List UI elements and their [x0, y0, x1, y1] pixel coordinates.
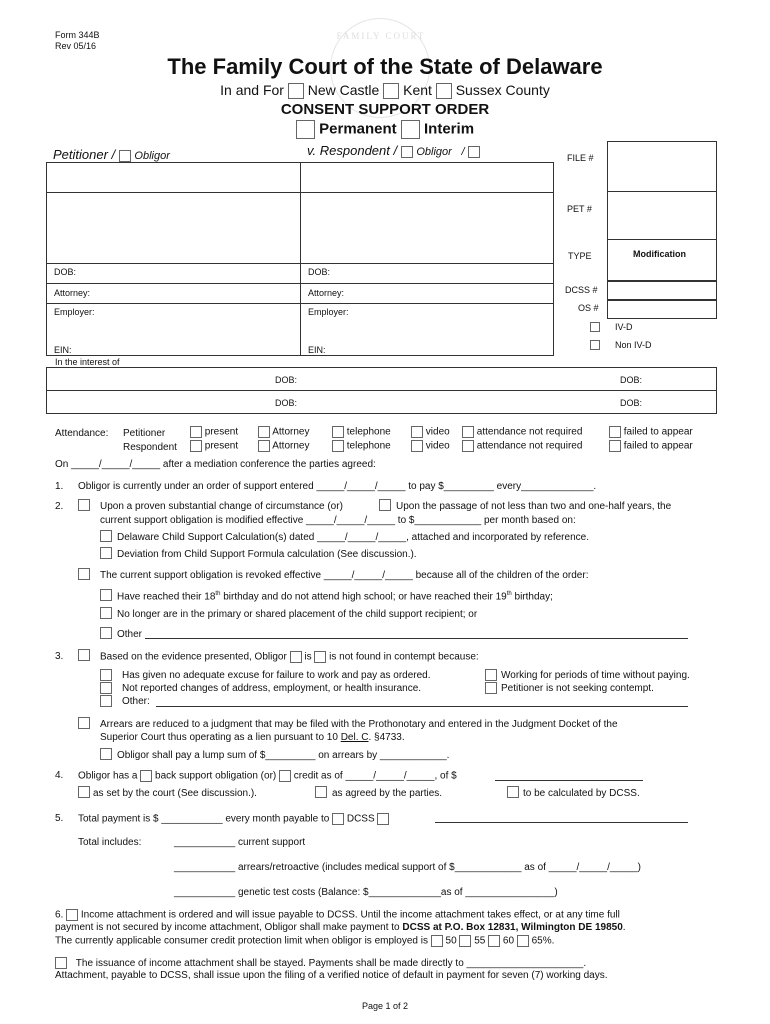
seal-text: FAMILY COURT: [336, 31, 426, 41]
item5-dcss: DCSS: [346, 813, 375, 825]
not-required-label: attendance not required: [476, 426, 583, 438]
contempt-checkbox[interactable]: [78, 649, 90, 661]
county-line: [0, 82, 770, 99]
item6-l1: Income attachment is ordered and will issue payable to DCSS. Until the income attachment takes effect, or at any time full: [80, 909, 620, 921]
permanent-label: Permanent: [319, 120, 397, 138]
resp-present-checkbox[interactable]: [190, 440, 202, 452]
item6-line3: [55, 935, 554, 947]
reached-text-3: birthday;: [511, 591, 553, 603]
present-label: present: [204, 440, 239, 452]
item3-text2: is not found in contempt because:: [329, 651, 479, 663]
pet-telephone-checkbox[interactable]: [332, 426, 344, 438]
no-longer-checkbox[interactable]: [100, 607, 112, 619]
form-revision: Rev 05/16: [55, 41, 97, 51]
item3-r3: Not reported changes of address, employment, or health insurance.: [122, 683, 422, 694]
respondent-dob: DOB:: [308, 267, 331, 277]
stay-line1: [55, 957, 586, 969]
type-value: Modification: [633, 249, 686, 259]
item3-is: is: [304, 651, 312, 663]
attendance-respondent: Respondent: [123, 442, 177, 453]
two-half-years-checkbox[interactable]: [379, 499, 391, 511]
not-reported-checkbox[interactable]: [100, 682, 112, 694]
not-required-label: attendance not required: [476, 440, 583, 452]
petitioner-obligor-checkbox[interactable]: [119, 150, 131, 162]
th-sup-1: th: [215, 591, 221, 597]
item3-arrears1: Arrears are reduced to a judgment that may be filed with the Prothonotary and entered in the Judgment Docket of the: [100, 719, 618, 730]
income-attachment-checkbox[interactable]: [66, 909, 78, 921]
resp-telephone-checkbox[interactable]: [332, 440, 344, 452]
no-excuse-checkbox[interactable]: [100, 669, 112, 681]
calculated-dcss-checkbox[interactable]: [507, 786, 519, 798]
dcss-input[interactable]: [607, 281, 717, 300]
lump-sum-checkbox[interactable]: [100, 748, 112, 760]
interim-checkbox[interactable]: [401, 120, 420, 139]
failed-label: failed to appear: [623, 440, 693, 452]
item5-line: [78, 813, 389, 825]
reached-age-checkbox[interactable]: [100, 589, 112, 601]
set-by-court-checkbox[interactable]: [78, 786, 90, 798]
pet-not-required-checkbox[interactable]: [462, 426, 474, 438]
arrears-judgment-checkbox[interactable]: [78, 717, 90, 729]
child2-dob-2: DOB:: [620, 398, 643, 408]
revoked-checkbox[interactable]: [78, 568, 90, 580]
item3-lump: Obligor shall pay a lump sum of $_________ on arrears by ____________.: [117, 750, 450, 761]
respondent-other-checkbox[interactable]: [468, 146, 480, 158]
respondent-obligor-checkbox[interactable]: [401, 146, 413, 158]
change-circumstance-checkbox[interactable]: [78, 499, 90, 511]
file-input[interactable]: [607, 141, 717, 281]
not-seeking-checkbox[interactable]: [485, 682, 497, 694]
petitioner-attorney: Attorney:: [54, 288, 91, 298]
item2-no-longer: No longer are in the primary or shared placement of the child support recipient; or: [117, 609, 478, 620]
item3-num: 3.: [55, 651, 64, 662]
item6-line2: [55, 922, 626, 933]
dcss-address: DCSS at P.O. Box 12831, Wilmington DE 19850: [402, 922, 623, 933]
sussex-checkbox[interactable]: [436, 83, 452, 99]
item4-line: [78, 770, 457, 782]
resp-video-checkbox[interactable]: [411, 440, 423, 452]
item2-a1: Upon a proven substantial change of circumstance (or): [100, 501, 343, 512]
calculation-checkbox[interactable]: [100, 530, 112, 542]
arrears2-a: Superior Court thus operating as a lien pursuant to 10: [100, 732, 341, 743]
order-title: CONSENT SUPPORT ORDER: [280, 101, 490, 118]
respondent-attorney: Attorney:: [308, 288, 345, 298]
item6-l2a: payment is not secured by income attachment, Obligor shall make payment to: [55, 922, 403, 933]
non-ivd-checkbox[interactable]: [590, 340, 600, 350]
item2-num: 2.: [55, 501, 64, 512]
os-input[interactable]: [607, 300, 717, 319]
item3-line: [100, 651, 479, 663]
type-label: TYPE: [568, 251, 592, 261]
th-sup-2: th: [506, 591, 512, 597]
item1-num: 1.: [55, 481, 64, 492]
pct-55-checkbox[interactable]: [459, 935, 471, 947]
item2-revoked: The current support obligation is revoked effective _____/_____/_____ because all of the children of the order:: [100, 570, 589, 581]
attendance-petitioner: Petitioner: [123, 428, 166, 439]
county-kent: Kent: [403, 82, 432, 98]
pet-label: PET #: [567, 204, 592, 214]
item6-l2c: .: [622, 922, 626, 933]
item5-current: ___________ current support: [174, 837, 306, 848]
working-checkbox[interactable]: [485, 669, 497, 681]
deviation-checkbox[interactable]: [100, 547, 112, 559]
item2-deviation: Deviation from Child Support Formula calculation (See discussion.).: [117, 549, 417, 560]
county-prefix: In and For: [220, 82, 284, 98]
video-label: video: [425, 426, 450, 438]
ivd-label: IV-D: [615, 322, 633, 332]
reached-text-1: Have reached their 18: [117, 591, 216, 603]
pct-50-checkbox[interactable]: [431, 935, 443, 947]
pet-failed-checkbox[interactable]: [609, 426, 621, 438]
respondent-heading: [307, 143, 480, 158]
pct-65: 65%.: [531, 935, 555, 947]
contempt-is-checkbox[interactable]: [290, 651, 302, 663]
petitioner-employer: Employer:: [54, 307, 95, 317]
arrears2-c: . §4733.: [368, 732, 405, 743]
new-castle-checkbox[interactable]: [288, 83, 304, 99]
pet-present-checkbox[interactable]: [190, 426, 202, 438]
item5-genetic: ___________ genetic test costs (Balance: $_____________as of ________________): [174, 887, 558, 898]
item3-r5: Other:: [122, 696, 150, 707]
petitioner-obligor-label: Obligor: [134, 150, 170, 162]
item6-line1: [55, 909, 620, 921]
petitioner-label: Petitioner /: [53, 147, 116, 162]
pct-50: 50: [445, 935, 457, 947]
item2-calc: Delaware Child Support Calculation(s) dated _____/_____/_____, attached and incorporated by reference.: [117, 532, 589, 543]
item3-r4: Petitioner is not seeking contempt.: [501, 683, 654, 694]
attendance-row-1: [190, 426, 238, 438]
resp-not-required-checkbox[interactable]: [462, 440, 474, 452]
respondent-ein: EIN:: [308, 345, 326, 355]
child2-dob: DOB:: [275, 398, 298, 408]
respondent-obligor-label: Obligor: [416, 146, 452, 158]
pct-65-checkbox[interactable]: [517, 935, 529, 947]
child1-dob-2: DOB:: [620, 375, 643, 385]
respondent-slash: /: [461, 146, 465, 158]
item3-text1: Based on the evidence presented, Obligor: [100, 651, 287, 663]
item5-includes: Total includes:: [78, 837, 142, 848]
item5-arrears: ___________ arrears/retroactive (includes medical support of $____________ as of _____/_____/_____): [174, 862, 642, 873]
failed-label: failed to appear: [623, 426, 693, 438]
pct-60-checkbox[interactable]: [488, 935, 500, 947]
item2-a3: current support obligation is modified effective _____/_____/_____ to $____________ per month based on:: [100, 515, 576, 526]
respondent-label: v. Respondent /: [307, 143, 398, 158]
arrears2-b: Del. C: [340, 732, 369, 743]
permanent-checkbox[interactable]: [296, 120, 315, 139]
stay-checkbox[interactable]: [55, 957, 67, 969]
county-new-castle: New Castle: [307, 82, 380, 98]
page-title: The Family Court of the State of Delaware: [167, 54, 603, 79]
stay-line2: Attachment, payable to DCSS, shall issue upon the filing of a verified notice of default in payment for seven (7) working days.: [55, 970, 608, 981]
pct-60: 60: [502, 935, 515, 947]
kent-checkbox[interactable]: [383, 83, 399, 99]
interim-label: Interim: [424, 120, 475, 138]
item6-num: 6.: [55, 909, 64, 921]
stay-text1: The issuance of income attachment shall be stayed. Payments shall be made directly to _____________________.: [75, 957, 587, 969]
item2-reached: [117, 591, 553, 602]
item6-l3: The currently applicable consumer credit protection limit when obligor is employed is: [55, 935, 428, 947]
child1-dob: DOB:: [275, 375, 298, 385]
back-support-checkbox[interactable]: [140, 770, 152, 782]
attorney-label: Attorney: [272, 440, 310, 452]
payable-dcss-checkbox[interactable]: [332, 813, 344, 825]
item3-r1: Has given no adequate excuse for failure to work and pay as ordered.: [122, 670, 431, 681]
order-type-line: [0, 120, 770, 139]
resp-failed-checkbox[interactable]: [609, 440, 621, 452]
video-label: video: [425, 440, 450, 452]
item4-c: credit as of _____/_____/_____, of $: [293, 770, 457, 782]
contempt-other-checkbox[interactable]: [100, 695, 112, 707]
resp-attorney-checkbox[interactable]: [258, 440, 270, 452]
reached-text-2: birthday and do not attend high school; or have reached their 19: [220, 591, 507, 603]
file-label: FILE #: [567, 153, 594, 163]
item5-a: Total payment is $ ___________ every month payable to: [78, 813, 330, 825]
item4-e: as agreed by the parties.: [332, 788, 443, 799]
credit-checkbox[interactable]: [279, 770, 291, 782]
item2-a2: Upon the passage of not less than two and one-half years, the: [396, 501, 672, 512]
dcss-label: DCSS #: [565, 285, 598, 295]
item4-num: 4.: [55, 770, 64, 781]
page-footer: Page 1 of 2: [361, 1001, 409, 1011]
mediation-line: On _____/_____/_____ after a mediation conference the parties agreed:: [55, 459, 376, 470]
item2-other: Other: [117, 629, 143, 640]
payable-other-checkbox[interactable]: [377, 813, 389, 825]
interest-label: In the interest of: [55, 357, 120, 367]
contempt-is-not-checkbox[interactable]: [314, 651, 326, 663]
item4-f: to be calculated by DCSS.: [523, 788, 640, 799]
attendance-label: Attendance:: [55, 428, 109, 439]
pet-video-checkbox[interactable]: [411, 426, 423, 438]
non-ivd-label: Non IV-D: [615, 340, 652, 350]
telephone-label: telephone: [346, 426, 391, 438]
item4-b: back support obligation (or): [155, 770, 277, 782]
present-label: present: [204, 426, 239, 438]
agreed-checkbox[interactable]: [315, 786, 327, 798]
pct-55: 55: [474, 935, 486, 947]
item3-r2: Working for periods of time without paying.: [501, 670, 690, 681]
county-sussex: Sussex County: [455, 82, 550, 98]
os-label: OS #: [578, 303, 599, 313]
respondent-employer: Employer:: [308, 307, 349, 317]
petitioner-dob: DOB:: [54, 267, 77, 277]
petitioner-ein: EIN:: [54, 345, 72, 355]
attorney-label: Attorney: [272, 426, 310, 438]
other-checkbox[interactable]: [100, 627, 112, 639]
item4-a: Obligor has a: [78, 770, 138, 782]
telephone-label: telephone: [346, 440, 391, 452]
item3-arrears2: [100, 732, 405, 743]
item4-d: as set by the court (See discussion.).: [93, 788, 257, 799]
pet-attorney-checkbox[interactable]: [258, 426, 270, 438]
item1-text: Obligor is currently under an order of support entered _____/_____/_____ to pay $_________ every_____________.: [78, 481, 597, 492]
ivd-checkbox[interactable]: [590, 322, 600, 332]
item5-num: 5.: [55, 813, 64, 824]
petitioner-heading: [53, 147, 170, 162]
form-number: Form 344B: [55, 30, 100, 40]
